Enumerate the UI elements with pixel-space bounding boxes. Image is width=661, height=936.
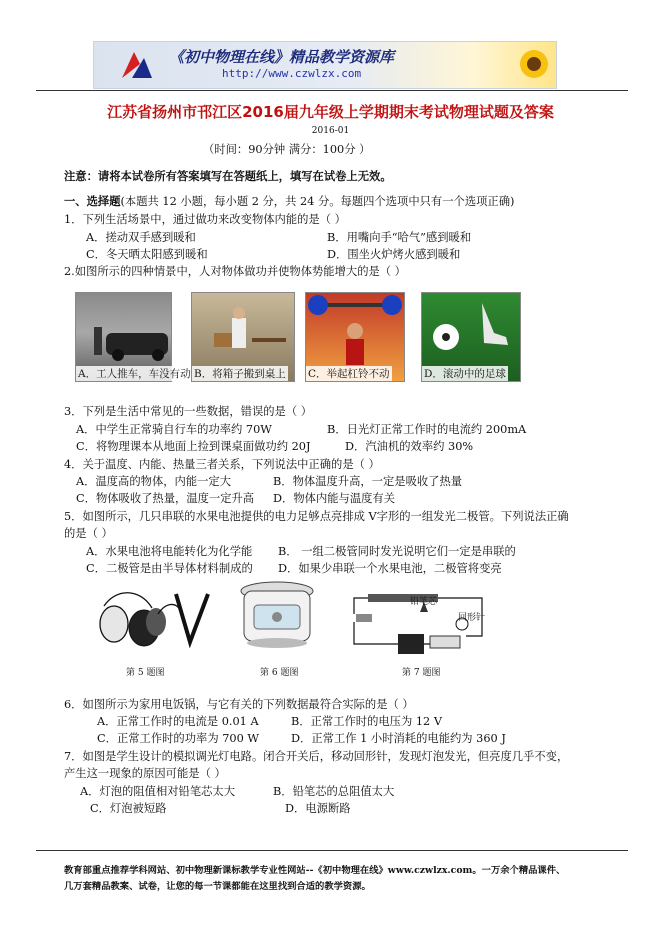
banner-url: http://www.czwlzx.com — [222, 67, 362, 80]
notice: 注意：请将本试卷所有答案填写在答题纸上，填写在试卷上无效。 — [64, 169, 392, 183]
q2-photo-a — [75, 292, 191, 382]
sunflower-icon — [514, 44, 554, 86]
q5-option-d: D．如果少串联一个水果电池，二极管将变亮 — [278, 562, 502, 575]
footer-line2: 几万套精品教案、试卷，让您的每一节课都能在这里找到合适的教学资源。 — [64, 881, 371, 892]
q4-option-c: C．物体吸收了热量，温度一定升高 — [76, 492, 255, 505]
banner-title: 《初中物理在线》精品教学资源库 — [169, 48, 395, 66]
rice-cooker-figure — [232, 577, 322, 659]
q3-option-d: D．汽油机的效率约 30% — [345, 440, 474, 453]
q3-option-b: B．日光灯正常工作时的电流约 200mA — [327, 423, 527, 436]
pencil-lead-label: 铅笔芯 — [410, 597, 438, 607]
header-rule — [36, 90, 628, 91]
q2-photo-d — [421, 292, 521, 382]
q1-option-a: A．搓动双手感到暖和 — [86, 231, 196, 244]
q2-stem: 2.如图所示的四种情景中，人对物体做功并使物体势能增大的是（ ） — [64, 265, 406, 278]
figure-7-caption: 第 7 题图 — [402, 668, 441, 678]
section-desc: (本题共 12 小题，每小题 2 分，共 24 分。每题四个选项中只有一个选项正确) — [120, 195, 515, 208]
q7-stem-line2: 产生这一现象的原因可能是（ ） — [64, 767, 226, 780]
q3-stem: 3．下列是生活中常见的一些数据，错误的是（ ） — [64, 405, 313, 418]
fruit-battery-figure — [96, 584, 214, 656]
q3-option-a: A．中学生正常骑自行车的功率约 70W — [76, 423, 272, 436]
q2-caption-b: B．将箱子搬到桌上 — [194, 368, 286, 380]
exam-date: 2016-01 — [311, 126, 350, 136]
q2-photo-b — [191, 292, 295, 382]
q1-stem: 1．下列生活场景中，通过做功来改变物体内能的是（ ） — [64, 213, 346, 226]
section-label: 一、选择题 — [64, 194, 121, 208]
q4-option-d: D．物体内能与温度有关 — [273, 492, 396, 505]
q5-option-a: A．水果电池将电能转化为化学能 — [86, 545, 253, 558]
q2-caption-c: C．举起杠铃不动 — [308, 368, 390, 380]
figure-5-caption: 第 5 题图 — [126, 668, 165, 678]
q5-stem-line1: 5．如图所示，几只串联的水果电池提供的电力足够点亮排成 V字形的一组发光二极管。下列说法正确 — [64, 510, 569, 523]
q5-stem-line2: 的是（ ） — [64, 527, 113, 540]
header-banner — [93, 41, 557, 89]
footer-line1: 教育部重点推荐学科网站、初中物理新课标教学专业性网站--《初中物理在线》www.czwlzx.com。一万余个精品课件、 — [64, 865, 566, 876]
page-title: 江苏省扬州市邗江区2016届九年级上学期期末考试物理试题及答案 — [107, 103, 554, 121]
figure-6-caption: 第 6 题图 — [260, 668, 299, 678]
q4-option-b: B．物体温度升高，一定是吸收了热量 — [273, 475, 463, 488]
q4-option-a: A．温度高的物体，内能一定大 — [76, 475, 232, 488]
q7-stem-line1: 7．如图是学生设计的模拟调光灯电路。闭合开关后，移动回形针，发现灯泡发光，但亮度几乎不变， — [64, 750, 569, 763]
q6-option-c: C．正常工作时的功率为 700 W — [97, 732, 259, 745]
q5-option-b: B． 一组二极管同时发光说明它们一定是串联的 — [278, 545, 516, 558]
q7-option-c: C．灯泡被短路 — [90, 802, 167, 815]
q6-option-b: B．正常工作时的电压为 12 V — [291, 715, 442, 728]
q1-option-b: B．用嘴向手“哈气”感到暖和 — [327, 231, 472, 244]
exam-time-info: （时间：90分钟 满分：100分 ） — [203, 143, 371, 156]
footer-rule — [36, 850, 628, 851]
q7-option-d: D．电源断路 — [285, 802, 351, 815]
section-heading — [64, 193, 514, 209]
q2-photo-c — [305, 292, 405, 382]
q6-option-d: D．正常工作 1 小时消耗的电能约为 360 J — [291, 732, 506, 745]
q7-option-a: A．灯泡的阻值相对铅笔芯太大 — [80, 785, 236, 798]
q3-option-c: C．将物理课本从地面上捡到课桌面做功约 20J — [76, 440, 311, 453]
q1-option-c: C．冬天晒太阳感到暖和 — [86, 248, 208, 261]
q7-option-b: B．铅笔芯的总阻值太大 — [273, 785, 395, 798]
q5-option-c: C．二极管是由半导体材料制成的 — [86, 562, 253, 575]
q6-stem: 6．如图所示为家用电饭锅，与它有关的下列数据最符合实际的是（ ） — [64, 698, 414, 711]
q2-caption-a: A．工人推车，车没有动 — [78, 368, 191, 380]
q6-option-a: A．正常工作时的电流是 0.01 A — [97, 715, 259, 728]
q1-option-d: D．围坐火炉烤火感到暖和 — [327, 248, 461, 261]
paper-clip-label: 回形针 — [458, 613, 486, 623]
q4-stem: 4．关于温度、内能、热量三者关系，下列说法中正确的是（ ） — [64, 458, 380, 471]
q2-caption-d: D．滚动中的足球 — [424, 368, 506, 380]
logo-icon — [118, 48, 154, 82]
